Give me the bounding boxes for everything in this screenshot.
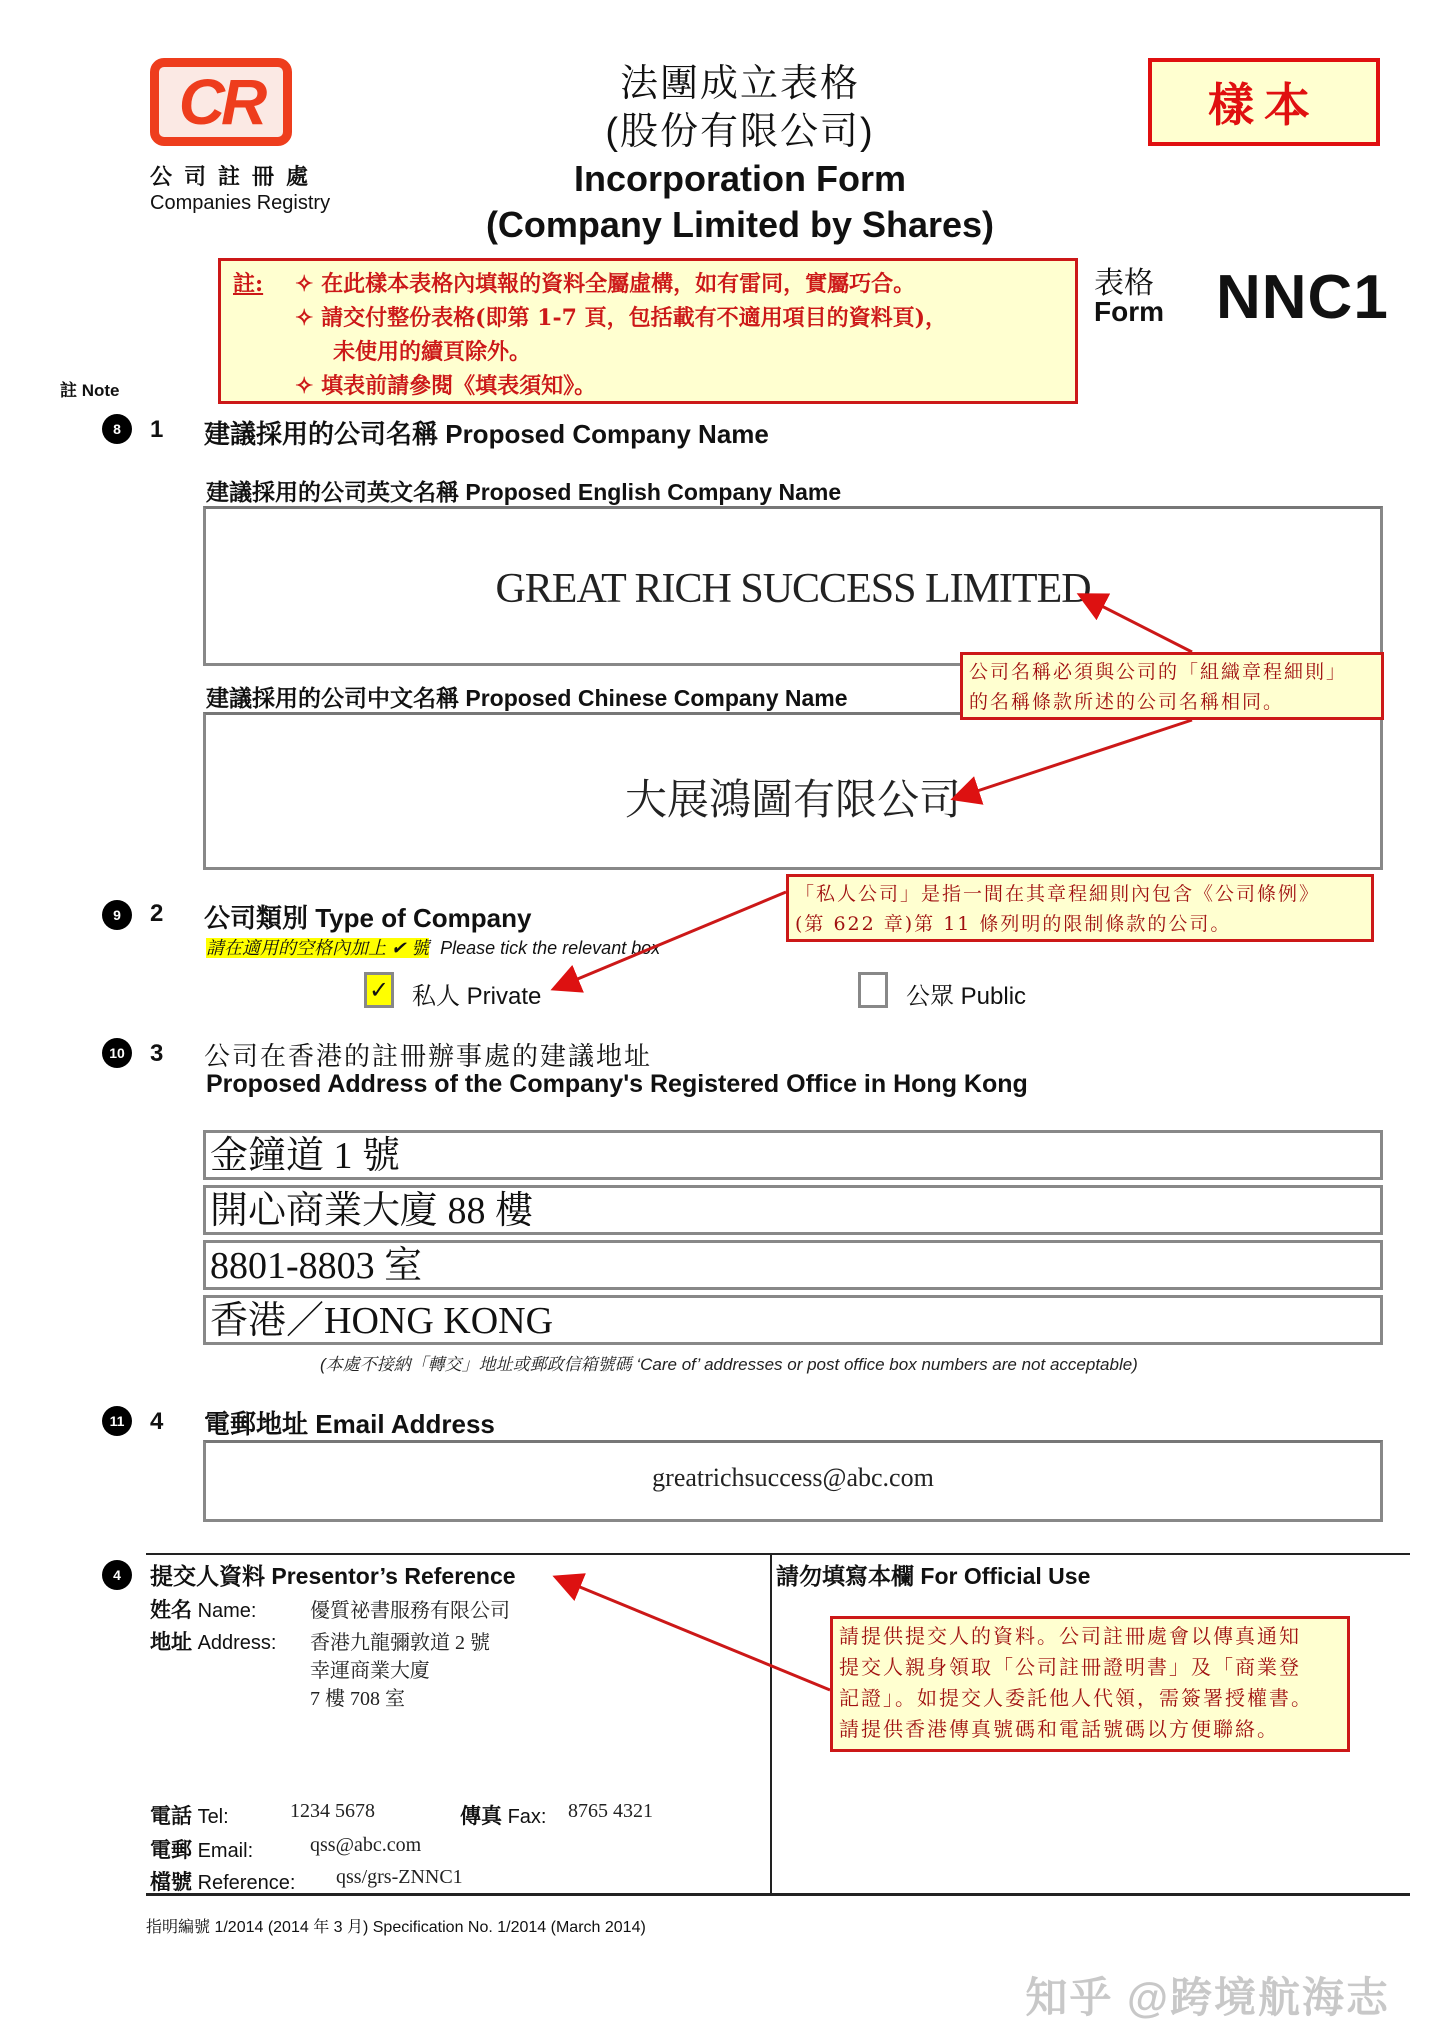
- presentor-tel-value: 1234 5678: [290, 1800, 375, 1822]
- chinese-name-label: 建議採用的公司中文名稱 Proposed Chinese Company Name: [206, 685, 848, 711]
- address-value: 香港／HONG KONG: [210, 1300, 554, 1342]
- callout-line: (第 622 章)第 11 條列明的限制條款的公司。: [795, 913, 1232, 935]
- note-number-badge: 9: [102, 900, 132, 930]
- registry-name-en: Companies Registry: [150, 192, 331, 214]
- logo-text: CR: [178, 66, 264, 138]
- address-value: 金鐘道 1 號: [210, 1135, 401, 1177]
- title-en-line1: Incorporation Form: [574, 158, 906, 199]
- presentor-name-label: 姓名 Name:: [150, 1599, 257, 1622]
- section-title-cn: 公司在香港的註冊辦事處的建議地址: [204, 1041, 653, 1071]
- section-title: 電郵地址 Email Address: [204, 1409, 495, 1439]
- callout-line: 記證」。如提交人委託他人代領，需簽署授權書。: [839, 1686, 1313, 1710]
- presentor-title: 提交人資料 Presentor’s Reference: [150, 1563, 516, 1589]
- callout-line: 請提供香港傳真號碼和電話號碼以方便聯絡。: [839, 1717, 1279, 1741]
- note-number-badge: 10: [102, 1038, 132, 1068]
- note-item: ✧ 請交付整份表格(即第 1-7 頁，包括載有不適用項目的資料頁)，: [295, 305, 947, 331]
- presentor-tel-label: 電話 Tel:: [150, 1805, 229, 1828]
- presentor-reference-label: 檔號 Reference:: [150, 1871, 296, 1894]
- tick-instruction-cn: 請在適用的空格內加上 ✔ 號: [206, 938, 430, 958]
- watermark: 知乎 @跨境航海志: [1025, 1974, 1390, 2021]
- notes-label: 註:: [233, 271, 264, 297]
- form-label-en: Form: [1094, 296, 1164, 327]
- note-item: ✧ 在此樣本表格內填報的資料全屬虛構，如有雷同，實屬巧合。: [295, 271, 916, 297]
- section-title-en: Proposed Address of the Company's Registered Office in Hong Kong: [206, 1070, 1028, 1098]
- form-label-cn: 表格: [1094, 267, 1154, 300]
- address-value: 開心商業大廈 88 樓: [210, 1190, 534, 1232]
- note-number-badge: 4: [102, 1560, 132, 1590]
- presentor-address-line: 7 樓 708 室: [310, 1688, 405, 1710]
- section-title: 建議採用的公司名稱 Proposed Company Name: [204, 419, 769, 449]
- specification-footer: 指明編號 1/2014 (2014 年 3 月) Specification No. 1/2014 (March 2014): [146, 1919, 646, 1936]
- chinese-name-value: 大展鴻圖有限公司: [624, 778, 961, 824]
- official-use-title: 請勿填寫本欄 For Official Use: [776, 1563, 1091, 1589]
- email-value: greatrichsuccess@abc.com: [652, 1463, 934, 1492]
- note-item: 未使用的續頁除外。: [333, 339, 532, 365]
- form-code: NNC1: [1216, 263, 1389, 332]
- note-number-badge: 11: [102, 1406, 132, 1436]
- presentor-email-value: qss@abc.com: [310, 1834, 422, 1856]
- presentor-reference-value: qss/grs-ZNNC1: [336, 1866, 463, 1888]
- english-name-value: GREAT RICH SUCCESS LIMITED: [495, 566, 1091, 612]
- address-value: 8801-8803 室: [210, 1245, 423, 1287]
- presentor-address-label: 地址 Address:: [150, 1631, 277, 1654]
- section-number: 4: [150, 1408, 164, 1435]
- presentor-address-line: 幸運商業大廈: [310, 1660, 430, 1682]
- presentor-fax-label: 傳真 Fax:: [460, 1805, 547, 1828]
- callout-line: 請提供提交人的資料。公司註冊處會以傳真通知: [839, 1624, 1301, 1648]
- presentor-address-line: 香港九龍彌敦道 2 號: [310, 1632, 490, 1654]
- checkmark-icon: ✓: [368, 976, 390, 1004]
- private-option-label: 私人 Private: [412, 983, 542, 1010]
- sample-stamp: 樣本: [1148, 58, 1380, 146]
- callout-line: 公司名稱必須與公司的「組織章程細則」: [969, 661, 1348, 683]
- english-name-label: 建議採用的公司英文名稱 Proposed English Company Name: [206, 479, 842, 505]
- title-cn-line2: (股份有限公司): [605, 111, 875, 153]
- section-title: 公司類別 Type of Company: [204, 903, 532, 933]
- note-number-badge: 8: [102, 414, 132, 444]
- title-cn-line1: 法團成立表格: [619, 63, 860, 105]
- presentor-name-value: 優質祕書服務有限公司: [310, 1600, 510, 1622]
- presentor-email-label: 電郵 Email:: [150, 1839, 254, 1862]
- address-footnote: (本處不接納「轉交」地址或郵政信箱號碼 ‘Care of’ addresses or post office box numbers are not acceptable): [320, 1355, 1138, 1374]
- registry-name-cn: 公司註冊處: [150, 164, 321, 189]
- section-number: 1: [150, 416, 164, 443]
- public-option-label: 公眾 Public: [906, 983, 1027, 1010]
- callout-line: 提交人親身領取「公司註冊證明書」及「商業登: [839, 1655, 1301, 1679]
- section-number: 2: [150, 900, 164, 927]
- section-number: 3: [150, 1040, 164, 1067]
- callout-line: 「私人公司」是指一間在其章程細則內包含《公司條例》: [795, 883, 1321, 905]
- note-column-label: 註 Note: [60, 381, 120, 400]
- title-en-line2: (Company Limited by Shares): [485, 204, 995, 245]
- note-item: ✧ 填表前請參閱《填表須知》。: [295, 373, 597, 399]
- presentor-fax-value: 8765 4321: [568, 1800, 653, 1822]
- tick-instruction-en: Please tick the relevant box: [440, 938, 661, 958]
- callout-line: 的名稱條款所述的公司名稱相同。: [969, 691, 1285, 713]
